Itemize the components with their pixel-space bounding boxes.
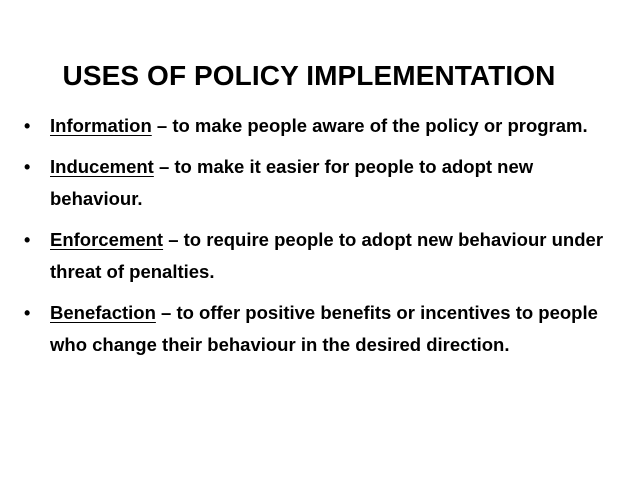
bullet-term: Benefaction: [50, 302, 156, 323]
bullet-text: – to make it easier for people to adopt new behaviour.: [50, 156, 534, 209]
bullet-term: Inducement: [50, 156, 154, 177]
bullet-point-icon: •: [24, 230, 31, 250]
bullet-term: Enforcement: [50, 229, 164, 250]
bullet-text: – to require people to adopt new behaviour under threat of penalties.: [50, 229, 604, 282]
bullet-item-information: [22, 110, 612, 142]
bullet-item-inducement: [22, 151, 612, 215]
bullet-point-icon: •: [24, 303, 31, 323]
bullet-text: – to offer positive benefits or incentives to people who change their behaviour in the desired direction.: [50, 302, 598, 355]
bullet-point-icon: •: [24, 116, 31, 136]
bullet-list: [22, 110, 612, 370]
bullet-term: Information: [50, 115, 152, 136]
bullet-item-enforcement: [22, 224, 612, 288]
slide-title: USES OF POLICY IMPLEMENTATION: [62, 60, 556, 91]
bullet-text: – to make people aware of the policy or program.: [151, 115, 588, 136]
bullet-point-icon: •: [24, 157, 31, 177]
bullet-item-benefaction: [22, 297, 612, 361]
